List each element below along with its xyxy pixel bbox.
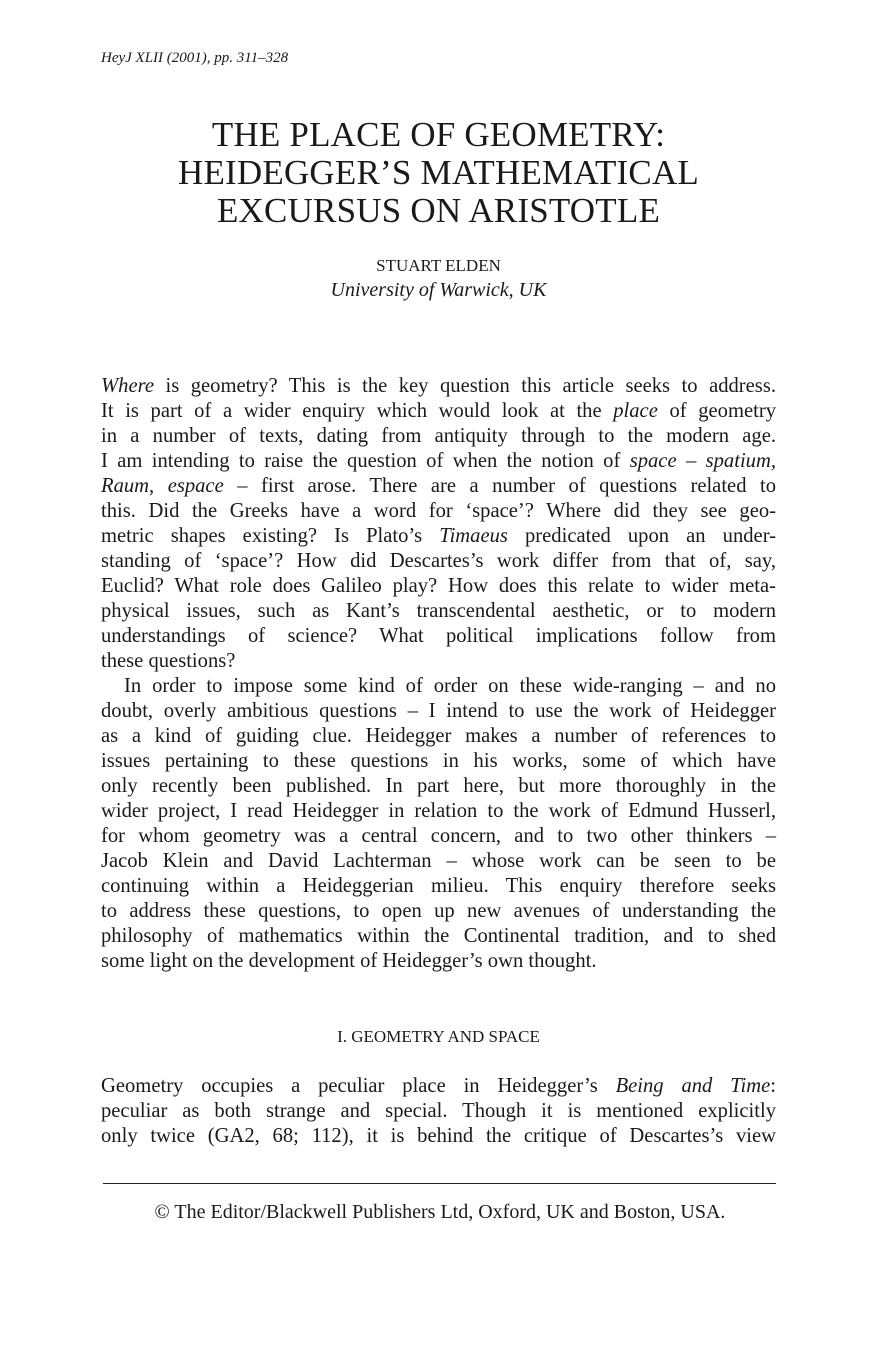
text-line: this. Did the Greeks have a word for ‘space’? Where did they see geo- <box>101 500 776 522</box>
text-line: to address these questions, to open up new avenues of understanding the <box>101 900 776 922</box>
text: , <box>149 475 168 497</box>
text-line: peculiar as both strange and special. Though it is mentioned explicitly <box>101 1100 776 1122</box>
title-line: THE PLACE OF GEOMETRY: <box>211 115 666 154</box>
section-heading: I. GEOMETRY AND SPACE <box>337 1027 540 1046</box>
text-line: In order to impose some kind of order on these wide-ranging – and no <box>124 675 776 697</box>
text-line: doubt, overly ambitious questions – I intend to use the work of Heidegger <box>101 700 776 722</box>
text-line: continuing within a Heideggerian milieu. This enquiry therefore seeks <box>101 875 776 897</box>
text: is geometry? This is the key question this article seeks to address. <box>153 375 776 397</box>
title-line: EXCURSUS ON ARISTOTLE <box>216 191 661 230</box>
text-line: understandings of science? What political implications follow from <box>101 625 776 647</box>
text-line <box>101 474 776 499</box>
text-line: as a kind of guiding clue. Heidegger makes a number of references to <box>101 725 776 747</box>
author-affiliation: University of Warwick, UK <box>330 279 547 301</box>
text-line <box>101 449 776 474</box>
copyright-notice: © The Editor/Blackwell Publishers Ltd, Oxford, UK and Boston, USA. <box>154 1201 726 1223</box>
emphasis: Timaeus <box>439 525 508 547</box>
text-line: these questions? <box>101 650 236 672</box>
text: It is part of a wider enquiry which would look at the <box>101 400 614 422</box>
text-line: some light on the development of Heidegger’s own thought. <box>101 950 597 972</box>
text-line <box>101 374 776 399</box>
emphasis: place <box>613 400 658 422</box>
text: Geometry occupies a peculiar place in Heidegger’s <box>101 1075 616 1097</box>
text-line: only twice (GA2, 68; 112), it is behind the critique of Descartes’s view <box>101 1125 776 1147</box>
text-line: for whom geometry was a central concern, and to two other thinkers – <box>101 825 776 847</box>
text-line: in a number of texts, dating from antiquity through to the modern age. <box>101 425 776 447</box>
text: I am intending to raise the question of when the notion of <box>101 450 630 472</box>
title-line: HEIDEGGER’S MATHEMATICAL <box>177 153 700 192</box>
footer-divider <box>103 1183 776 1184</box>
text: – first arose. There are a number of questions related to <box>223 475 776 497</box>
emphasis: espace <box>167 475 224 497</box>
text-line: Euclid? What role does Galileo play? How does this relate to wider meta- <box>101 575 776 597</box>
text-line: physical issues, such as Kant’s transcendental aesthetic, or to modern <box>101 600 776 622</box>
author-name: STUART ELDEN <box>376 256 501 275</box>
running-head: HeyJ XLII (2001), pp. 311–328 <box>101 50 289 66</box>
text-line: Jacob Klein and David Lachterman – whose work can be seen to be <box>101 850 776 872</box>
text: : <box>770 1075 776 1097</box>
text-line <box>101 524 776 549</box>
paragraph-intro <box>101 374 776 674</box>
article-title <box>101 116 776 230</box>
paragraph-method <box>101 674 776 974</box>
text-line: only recently been published. In part here, but more thoroughly in the <box>101 775 776 797</box>
text: predicated upon an under- <box>507 525 776 547</box>
emphasis: Raum <box>101 475 150 497</box>
text: metric shapes existing? Is Plato’s <box>101 525 440 547</box>
text-line: issues pertaining to these questions in his works, some of which have <box>101 750 776 772</box>
emphasis: space – spatium, <box>629 450 776 472</box>
text-line <box>101 1074 776 1099</box>
text-line <box>101 399 776 424</box>
text: of geometry <box>657 400 776 422</box>
text-line: wider project, I read Heidegger in relation to the work of Edmund Husserl, <box>101 800 776 822</box>
emphasis: Being and Time <box>615 1075 771 1097</box>
emphasis: Where <box>101 375 154 397</box>
paragraph-section-one <box>101 1074 776 1149</box>
text-line: standing of ‘space’? How did Descartes’s work differ from that of, say, <box>101 550 776 572</box>
text-line: philosophy of mathematics within the Continental tradition, and to shed <box>101 925 776 947</box>
